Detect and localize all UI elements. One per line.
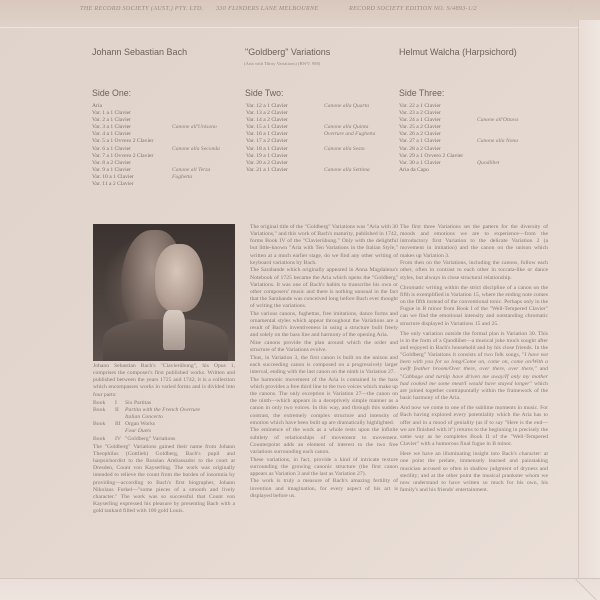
track-item: Var. 2 a 1 Clavier — [92, 117, 131, 124]
portrait-collar — [163, 310, 185, 350]
notes-paragraph: And now we come to one of the sublime moments in music. For Bach having explored every potentiality which the Aria has to offer and in a mood of geniality (as if to say "Here is the end—we are finished with it") returns to the beginning in precisely the same way as he completes Book II of the "Well-Tempered Clavier" with a humorous final fugue in B minor. — [400, 405, 548, 448]
book-item-cont: Four Duets — [125, 428, 152, 435]
track-item: Var. 7 a 1 Ovvero 2 Clavier — [92, 152, 154, 159]
canon-label: Canone alla Nona — [477, 138, 519, 145]
liner-notes-middle — [250, 224, 398, 500]
work-title: "Goldberg" Variations — [245, 47, 331, 57]
track-item: Var. 25 a 2 Clavier — [399, 124, 441, 131]
notes-paragraph: The Sarabande which originally appeared in Anna Magdalena's Notebook of 1725 became the Aria which opens the "Goldberg" Variations. It was one of Bach's habits to transcribe his own or other composers' music and there is nothing unusual in the fact that the Sarabande was conceived long before Bach ever thought of writing the variations. — [250, 267, 398, 310]
track-item: Aria da Capo — [399, 166, 429, 173]
track-item: Var. 5 a 1 Ovvero 2 Clavier — [92, 138, 154, 145]
book-item: Book II Partita with the French Overture — [93, 406, 201, 413]
book-item-cont: Italian Concerto — [125, 414, 163, 421]
canon-label: Canone all Terza — [172, 166, 211, 173]
track-item: Var. 22 a 1 Clavier — [399, 103, 441, 109]
composer-name: Johann Sebastian Bach — [92, 47, 188, 57]
work-subtitle: (Aria with Thirty Variations) (BWV. 988) — [244, 61, 321, 66]
book-item: Book I Six Partitas — [93, 399, 152, 406]
track-item: Var. 28 a 2 Clavier — [399, 145, 441, 152]
notes-paragraph: Nine canons provide the plan around which the order and structure of the Variations evolve. — [250, 340, 398, 354]
track-item: Var. 23 a 2 Clavier — [399, 110, 441, 117]
canon-label: Canone all'Ottava — [477, 117, 519, 124]
track-item: Var. 12 a 1 Clavier Canone alla Quarta — [246, 103, 370, 109]
side-one-heading: Side One: — [92, 88, 132, 98]
notes-paragraph: Here we have an illuminating insight into Bach's character: at one point the prelate, immensely learned and painstaking musician accused so often in shallow judgment of dryness and sterility; and at the other point the musical prankster whom we now understand to have written so much for his own, his family's and his friends' entertainment. — [400, 451, 548, 493]
notes-goldberg-origin: The "Goldberg" Variations gained their name from Johann Theophilus (Gottlieb) Goldberg, Bach's pupil and harpsichordist to the Russian Ambassador to the court at Dresden, Count von Kayserling. The work was originally intended to relieve the count from the burden of insomnia by providing—according to Bach's first biographer, Johann Nikolaus Forkel—"some pieces of a smooth and lively character." The work was so successful that Count von Kayserling expressed his pleasure by presenting Bach with a gold tankard filled with 100 gold Louis. — [93, 443, 235, 515]
track-item: Var. 10 a 1 Clavier Fughetta — [92, 173, 193, 180]
canon-label: Canone all'Unisono — [172, 124, 217, 131]
side-two-tracklist — [246, 103, 396, 174]
performer-name: Helmut Walcha (Harpsichord) — [399, 47, 517, 57]
notes-intro: Johann Sebastian Bach's "Clavierübung", his Opus 1, comprises the composer's first published works. Written and published between the years 1725 and 1742, it is a collection which encompasses works in varied forms and is divided into four parts: — [93, 363, 235, 398]
notes-paragraph: The various canons, fughettas, free imitations, dance forms and ornamental styles which appear throughout the Variations are a result of Bach's inventiveness in using a structure built freely and solely on the bass line and harmony of the opening Aria. — [250, 310, 398, 339]
track-item: Var. 29 a 1 Ovvero 2 Clavier — [399, 152, 464, 159]
canon-label: Canone alla Settima — [324, 166, 370, 173]
track-item: Var. 11 a 2 Clavier — [92, 181, 134, 188]
book-item: Book IV "Goldberg" Variations — [93, 435, 176, 442]
folk-song-2: Cabbage and turnip have driven me away/If only my mother had cooked me some meat/I would have stayed longer — [400, 373, 548, 387]
notes-paragraph: The first three Variations set the pattern for the diversity of moods and emotions we are to experience—from the introductory first Variation to the delicate Variation 2 (a movement in imitation) and the canon on the unison which makes up Variation 3. — [400, 224, 548, 259]
canon-label: Canone alla Quarta — [324, 103, 370, 109]
track-item: Var. 9 a 1 Clavier Canone all Terza — [92, 166, 211, 173]
jacket-edge-bottom — [0, 578, 600, 600]
track-item: Var. 15 a 1 Clavier Canone alla Quinta — [246, 124, 369, 131]
notes-paragraph: The harmonic movement of the Aria is contained in the bass which provides a free third line to the two voices which make up the canons. The only exception is Variation 27—the canon on the ninth—which appears in a deceptively simple manner as a canon in only two voices. In this way, and through this sudden contrast, the extremely complex structure and intensity of emotion which have been built up are dramatically highlighted. — [250, 376, 398, 426]
track-item: Var. 14 a 2 Clavier — [246, 117, 288, 124]
notes-paragraph: From then on the Variations, including the canons, follow each other, often in contrast to each other in toccata-like or dance styles, but always in close structural relationship. — [400, 260, 548, 281]
notes-paragraph: These variations, in fact, provide a kind of intricate texture surrounding the growing canonic structure (the first canon appears as Variation 3 and the last as Variation 27). — [250, 456, 398, 477]
notes-paragraph: The eminence of the work as a whole rests upon the infinite subtlety of relationships of movement to movement. Counterpoint adds an element of interest to the two free variations surrounding each canon. — [250, 427, 398, 455]
notes-paragraph: The work is truly a measure of Bach's amazing fertility of invention and imagination, for every aspect of his art is displayed before us. — [250, 478, 398, 499]
canon-label: Canone alla Quinta — [324, 124, 369, 131]
track-item: Var. 3 a 1 Clavier Canone all'Unisono — [92, 124, 217, 131]
canon-label: Canone alla Sesta — [324, 145, 365, 152]
folk-song-1: I have not been with you for so long/Come on, come on, come on/With a swift feather broom/Over there, over there, over there, — [400, 352, 548, 373]
track-item: Var. 19 a 1 Clavier — [246, 152, 288, 159]
portrait-face — [155, 244, 203, 312]
notes-paragraph: Thus, in Variation 3, the first canon is built on the unison and each succeeding canon is composed on a progressively larger interval, ending with the last canon on the ninth in Variation 27. — [250, 354, 398, 376]
track-item: Var. 16 a 1 Clavier Overture and Fughetta — [246, 131, 376, 138]
notes-paragraph: Chromatic writing within the strict discipline of a canon on the fifth is exemplified in Variation 15, where the ending note comes on the fifth instead of the conventional tonic. Perhaps only in the Fugue in B minor from Book I of the "Well-Tempered Clavier" can we find the emotional intensity and outstanding chromatic structure displayed in Variations 15 and 25. — [400, 284, 548, 327]
track-item: Var. 21 a 1 Clavier Canone alla Settima — [246, 166, 370, 173]
liner-notes-right — [400, 224, 548, 494]
track-item: Var. 8 a 2 Clavier — [92, 159, 131, 166]
canon-label: Quodlibet — [477, 159, 500, 166]
publisher-name: THE RECORD SOCIETY (AUST.) PTY. LTD. — [80, 5, 204, 12]
side-one-tracklist — [92, 103, 242, 188]
track-item: Var. 13 a 2 Clavier — [246, 110, 288, 117]
track-item: Aria — [92, 103, 102, 109]
track-item: Var. 1 a 1 Clavier — [92, 110, 131, 117]
side-three-heading: Side Three: — [399, 88, 445, 98]
canon-label: Overture and Fughetta — [324, 131, 376, 138]
bach-portrait-image — [93, 224, 235, 361]
edition-number: RECORD SOCIETY EDITION NO. S/4893-1/2 — [349, 5, 477, 12]
book-list — [93, 400, 235, 443]
publisher-address: 330 FLINDERS LANE MELBOURNE — [216, 5, 319, 12]
notes-paragraph: The original title of the "Goldberg" Variations was "Aria with 30 Variations," and this work of Bach's maturity, published in 1742, forms Book IV of the "Clavierübung." Only with the delightful but little-known "Aria with Ten Variations in the Italian Style," written at a much earlier stage, do we find any other writing of keyboard variations by Bach. — [250, 224, 398, 266]
side-three-tracklist — [399, 103, 549, 174]
canon-label: Canone alla Seconda — [172, 145, 220, 152]
jacket-edge-right — [578, 20, 600, 600]
track-item: Var. 18 a 1 Clavier Canone alla Sesta — [246, 145, 365, 152]
publisher-header-strip — [0, 0, 600, 28]
track-item: Var. 27 a 1 Clavier Canone alla Nona — [399, 138, 519, 145]
track-item: Var. 26 a 2 Clavier — [399, 131, 441, 138]
track-item: Var. 4 a 1 Clavier — [92, 131, 131, 138]
liner-notes-left — [93, 363, 235, 515]
track-item: Var. 24 a 1 Clavier Canone all'Ottava — [399, 117, 519, 124]
side-two-heading: Side Two: — [245, 88, 284, 98]
canon-label: Fughetta — [172, 173, 193, 180]
track-item: Var. 6 a 1 Clavier Canone alla Seconda — [92, 145, 220, 152]
track-item: Var. 30 a 1 Clavier Quodlibet — [399, 159, 500, 166]
notes-paragraph-quodlibet: The only variation outside the formal plan is Variation 30. This is in the form of a Quodlibet—a musical joke much sought after and enjoyed in Bach's household and by his close friends. In the "Goldberg" Variations it consists of two folk songs, "I have not been with you for so long/Come on, come on, come on/With a swift feather broom/Over there, over there, over there," and "Cabbage and turnip have driven me away/If only my mother had cooked me some meat/I would have stayed longer" which are joined together contrapuntally within the framework of the basic harmony of the Aria. — [400, 330, 548, 402]
book-item: Book III Organ Works — [93, 421, 156, 428]
track-item: Var. 17 a 2 Clavier — [246, 138, 288, 145]
track-item: Var. 20 a 2 Clavier — [246, 159, 288, 166]
